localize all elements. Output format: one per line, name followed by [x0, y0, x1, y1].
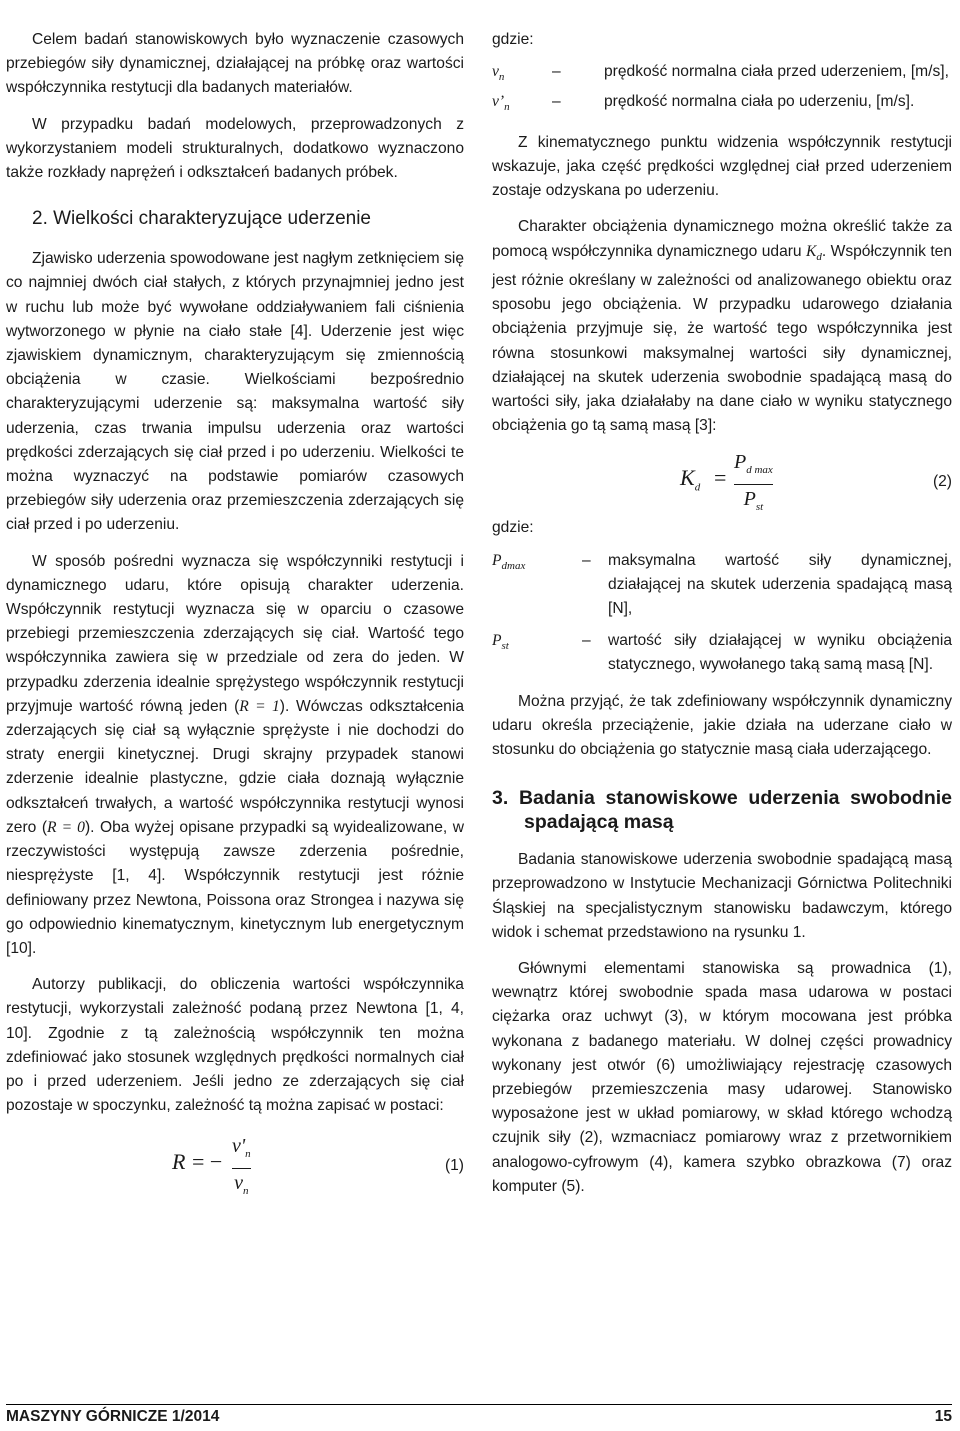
paragraph: Głównymi elementami stanowiska są prowadnica (1), wewnątrz której swobodnie spada masa udarowa w postaci ciężarka oraz uchwyt (3), w którym mocowana jest próbka wykonana z badanego materiału. W dolnej części prowadnicy wykonany jest otwór (6) umożliwiający rejestrację czasowych przebiegów przemieszczenia masy udarowej. Stanowisko wyposażone jest w układ pomiarowy, w skład którego wchodzą czujnik siły (2), wzmacniacz pomiarowy wraz z przetwornikiem analogowo-cyfrowym (4), kamera szybko obrazkowa (7) oraz komputer (5). — [492, 960, 952, 1195]
page-footer — [6, 1404, 952, 1426]
equation-number: (2) — [932, 473, 952, 491]
subscript: d — [816, 250, 822, 263]
fraction-denominator: P — [743, 488, 756, 511]
paragraph: Badania stanowiskowe uderzenia swobodnie spadającą masą przeprowadzono w Instytucie Mechanizacji Górnictwa Politechniki Śląskiej na specjalistycznym stanowisku badawczym, którego widok i schemat przedstawiono na rysunku 1. — [492, 851, 952, 941]
equation-number: (1) — [444, 1157, 464, 1175]
paragraph — [492, 215, 952, 438]
equation-sign: = − — [192, 1149, 223, 1175]
subscript: st — [755, 501, 764, 514]
definition-text: wartość siły działającej w wyniku obciążenia statycznego, wywołanego taką samą masą [N]. — [608, 632, 952, 674]
equation-sign: = — [714, 465, 727, 491]
symbol: v — [492, 63, 499, 81]
paragraph: Autorzy publikacji, do obliczenia wartości współczynnika restytucji, wykorzystali zależność podaną przez Newtona [1, 4, 10]. Zgodnie z tą zależnością współczynnik ten można zdefiniować jako stosunek względnych prędkości normalnych ciał po i przed uderzeniem. Jeśli jedno ze zderzających się ciał pozostaje w spoczynku, zależność tą można zapisać w postaci: — [6, 976, 464, 1115]
where-label: gdzie: — [492, 519, 534, 537]
equation-lhs: R — [172, 1149, 186, 1175]
symbol: K — [806, 242, 817, 260]
subscript: st — [501, 640, 509, 653]
subscript: n — [504, 100, 510, 113]
definition-row — [492, 549, 952, 622]
left-column — [6, 28, 464, 1200]
where-label: gdzie: — [492, 31, 534, 48]
definition-row — [492, 90, 952, 119]
page-number: 15 — [934, 1408, 952, 1425]
symbol: v’ — [492, 92, 505, 110]
journal-name: MASZYNY GÓRNICZE 1/2014 — [6, 1408, 220, 1425]
definition-text: prędkość normalna ciała po uderzeniu, [m/s]. — [604, 92, 915, 110]
text-run: W sposób pośredni wyznacza się współczynniki restytucji i dynamicznego udaru, które opisują charakter uderzenia. Współczynnik restytucji wyznacza się w oparciu o czasowe przebiegi przemieszczenia zderzających się ciał. Wartość tego współczynnika zawiera się w przedziale od zera do jeden. W przypadku zderzenia idealnie sprężystego współczynnik restytucji przyjmuje wartość równą jeden ( — [6, 552, 464, 715]
equation-fraction — [232, 1134, 251, 1203]
subscript: n — [245, 1148, 251, 1161]
symbol: P — [492, 632, 502, 650]
inline-math: R = 0 — [47, 818, 85, 836]
equation-2 — [492, 444, 952, 516]
paragraph: Można przyjąć, że tak zdefiniowany współczynnik dynamiczny udaru określa przeciążenie, jakie działa na uderzane ciało w stosunku do obciążenia go statycznie masą ciała uderzającego. — [492, 692, 952, 758]
definition-row — [492, 60, 952, 89]
definition-row — [492, 629, 952, 677]
inline-math: R = 1 — [239, 697, 280, 715]
paragraph: Celem badań stanowiskowych było wyznaczenie czasowych przebiegów siły dynamicznej, działającej na próbkę oraz wartości współczynnika restytucji dla badanych materiałów. — [6, 31, 464, 97]
subscript: d max — [746, 464, 773, 477]
equation-lhs — [680, 466, 700, 500]
text-run: ). Oba wyżej opisane przypadki są wyidealizowane, w rzeczywistości występują zawsze zderzenia pośrednie, niesprężyste [1, 4]. Współczynnik restytucji jest różnie definiowany przez Newtona, Poissona oraz Strongea i nazywa się go odpowiednio kinematycznym, kinetycznym lub energetycznym [10]. — [6, 818, 464, 957]
paragraph: Zjawisko uderzenia spowodowane jest nagłym zetknięciem się co najmniej dwóch ciał stałych, z których przynajmniej jedno jest w ruchu lub może być wywołane oddziaływaniem fali ciśnienia wytworzonego w płynie na ciało stałe [4]. Uderzenie jest więc zjawiskiem dynamicznym, charakteryzującym się zmiennością obciążenia w czasie. Wielkościami bezpośrednio charakteryzującymi uderzenie są: maksymalna wartość siły uderzenia, czas trwania impulsu uderzenia oraz wartości prędkości zderzających się ciał przed i po uderzeniu. Wielkości te można wyznaczyć na podstawie pomiarów czasowych przebiegów siły uderzenia oraz przemieszczenia zderzających się ciał przed i po uderzeniu. — [6, 250, 464, 534]
dash: – — [552, 63, 561, 81]
dash: – — [552, 92, 561, 110]
equation-fraction — [734, 450, 773, 519]
paragraph — [6, 550, 464, 961]
text-run: Charakter obciążenia dynamicznego można określić także za pomocą współczynnika dynamicznego udaru — [492, 218, 952, 260]
subscript: n — [498, 71, 505, 84]
section-heading: 3. Badania stanowiskowe uderzenia swobodnie spadającą masą — [492, 787, 952, 834]
text-run: . Współczynnik ten jest różnie określany w zależności od analizowanego obiektu oraz sposobu jego obciążenia. W przypadku udarowego działania obciążenia przyjmuje się, że wartość tego współczynnika jest równa stosunkowi maksymalnej wartości siły dynamicznej, działającej na skutek uderzenia swobodnie spadającą masą do wartości siły, jaka działałaby na dane ciało w wyniku statycznego obciążenia go tą samą masą [3]: — [492, 242, 953, 435]
symbol: P — [492, 551, 502, 569]
fraction-denominator: v — [234, 1172, 244, 1195]
fraction-numerator: v' — [232, 1135, 246, 1158]
dash: – — [582, 632, 591, 650]
definition-text: prędkość normalna ciała przed uderzeniem, [m/s], — [604, 63, 949, 81]
dash: – — [582, 551, 591, 569]
paragraph: Z kinematycznego punktu widzenia współczynnik restytucji wskazuje, jaka część prędkości względnej ciał przed uderzeniem zostaje odzyskana po uderzeniu. — [492, 133, 952, 200]
subscript: n — [243, 1185, 249, 1198]
paragraph: W przypadku badań modelowych, przeprowadzonych z wykorzystaniem modeli strukturalnych, dodatkowo wyznaczono także rozkłady naprężeń i odkształceń badanych próbek. — [6, 115, 464, 182]
section-heading: 2. Wielkości charakteryzujące uderzenie — [32, 208, 371, 230]
definition-text: maksymalna wartość siły dynamicznej, działającej na skutek uderzenia spadającą masą [N], — [608, 551, 952, 617]
symbol: K — [680, 465, 695, 491]
equation-1 — [6, 1128, 464, 1200]
fraction-numerator: P — [734, 451, 747, 474]
right-column — [492, 28, 952, 1199]
inline-math — [806, 242, 822, 263]
subscript: dmax — [501, 559, 526, 572]
subscript: d — [694, 481, 701, 494]
text-run: ). Wówczas odkształcenia zderzających się ciał są wyłącznie sprężyste i nie dochodzi do straty energii kinetycznej. Drugi skrajny przypadek stanowi zderzenie idealnie plastyczne, gdzie ciała doznają wyłącznie odkształceń trwałych, a wartość współczynnika restytucji wynosi zero ( — [6, 697, 464, 836]
